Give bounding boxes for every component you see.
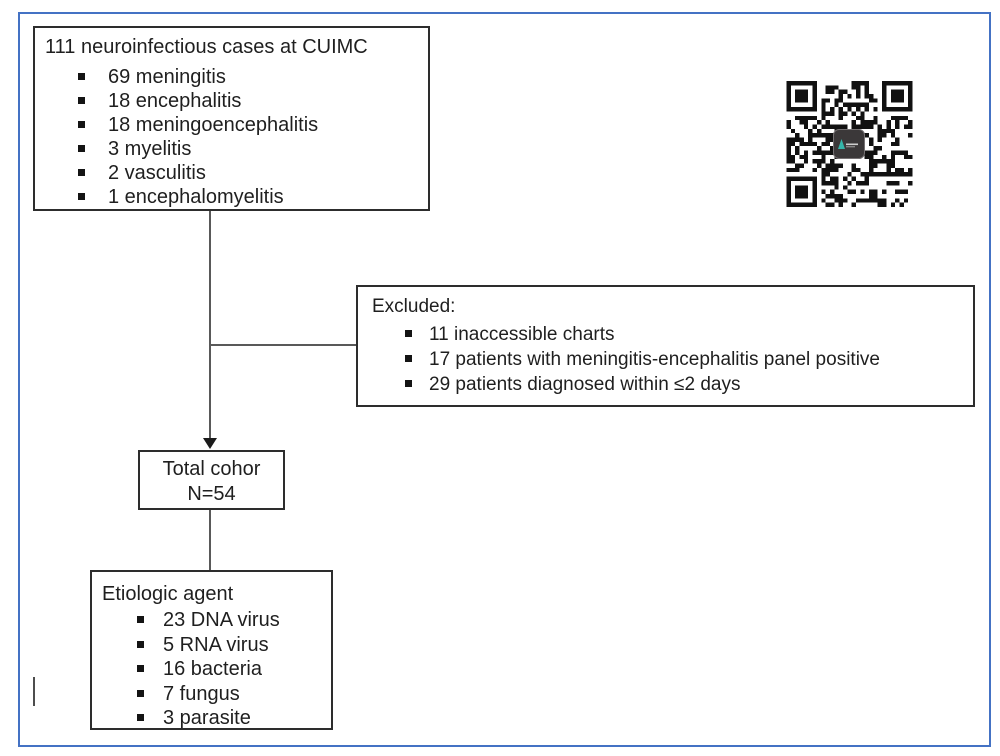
list-item — [358, 322, 973, 347]
list-item — [92, 682, 331, 707]
total-cohort-n: N=54 — [187, 483, 236, 505]
excluded-box-title: Excluded: — [372, 296, 456, 317]
list-item-label: 69 meningitis — [108, 66, 226, 88]
list-item-label: 3 parasite — [163, 707, 251, 729]
total-cohort-box — [138, 450, 285, 510]
cases-box-title: 111 neuroinfectious cases at CUIMC — [45, 36, 368, 58]
excluded-box — [356, 285, 975, 407]
connector-cohort-to-etiology — [209, 510, 211, 570]
square-bullet-icon — [78, 121, 85, 128]
connector-branch-to-excluded — [210, 344, 356, 346]
square-bullet-icon — [405, 380, 412, 387]
list-item — [35, 137, 428, 161]
list-item-label: 2 vasculitis — [108, 162, 206, 184]
list-item-label: 16 bacteria — [163, 658, 262, 680]
text-cursor-artifact — [33, 677, 35, 706]
list-item-label: 5 RNA virus — [163, 633, 269, 656]
connector-cases-to-cohort — [209, 211, 211, 438]
square-bullet-icon — [78, 97, 85, 104]
list-item — [92, 706, 331, 731]
list-item — [35, 65, 428, 89]
list-item — [92, 633, 331, 658]
list-item-label: 23 DNA virus — [163, 609, 280, 631]
arrow-down-icon — [203, 438, 217, 449]
list-item — [35, 161, 428, 185]
qr-center-logo-icon — [833, 129, 865, 159]
list-item — [35, 89, 428, 113]
square-bullet-icon — [137, 616, 144, 623]
square-bullet-icon — [405, 330, 412, 337]
etiology-box-title: Etiologic agent — [102, 583, 234, 605]
square-bullet-icon — [405, 355, 412, 362]
qr-code — [786, 81, 913, 207]
list-item — [92, 608, 331, 633]
square-bullet-icon — [137, 690, 144, 697]
square-bullet-icon — [78, 73, 85, 80]
square-bullet-icon — [78, 169, 85, 176]
square-bullet-icon — [78, 193, 85, 200]
total-cohort-label: Total cohor — [162, 458, 261, 480]
cases-list — [35, 65, 428, 209]
list-item-label: 18 meningoencephalitis — [108, 114, 319, 136]
list-item-label: 7 fungus — [163, 682, 240, 705]
list-item-label: 18 encephalitis — [108, 90, 242, 112]
square-bullet-icon — [137, 714, 144, 721]
cases-box — [33, 26, 430, 211]
list-item-label: 1 encephalomyelitis — [108, 186, 284, 208]
list-item-label: 17 patients with meningitis-encephalitis panel positive — [429, 349, 880, 370]
list-item — [35, 113, 428, 137]
square-bullet-icon — [137, 665, 144, 672]
list-item — [92, 657, 331, 682]
excluded-list — [358, 322, 973, 397]
list-item — [35, 185, 428, 209]
etiology-list — [92, 608, 331, 731]
square-bullet-icon — [78, 145, 85, 152]
list-item-label: 29 patients diagnosed within ≤2 days — [429, 374, 741, 395]
etiology-box — [90, 570, 333, 730]
list-item — [358, 372, 973, 397]
list-item-label: 3 myelitis — [108, 138, 192, 160]
publisher-logo-icon — [838, 139, 860, 149]
list-item-label: 11 inaccessible charts — [429, 324, 615, 345]
square-bullet-icon — [137, 641, 144, 648]
list-item — [358, 347, 973, 372]
